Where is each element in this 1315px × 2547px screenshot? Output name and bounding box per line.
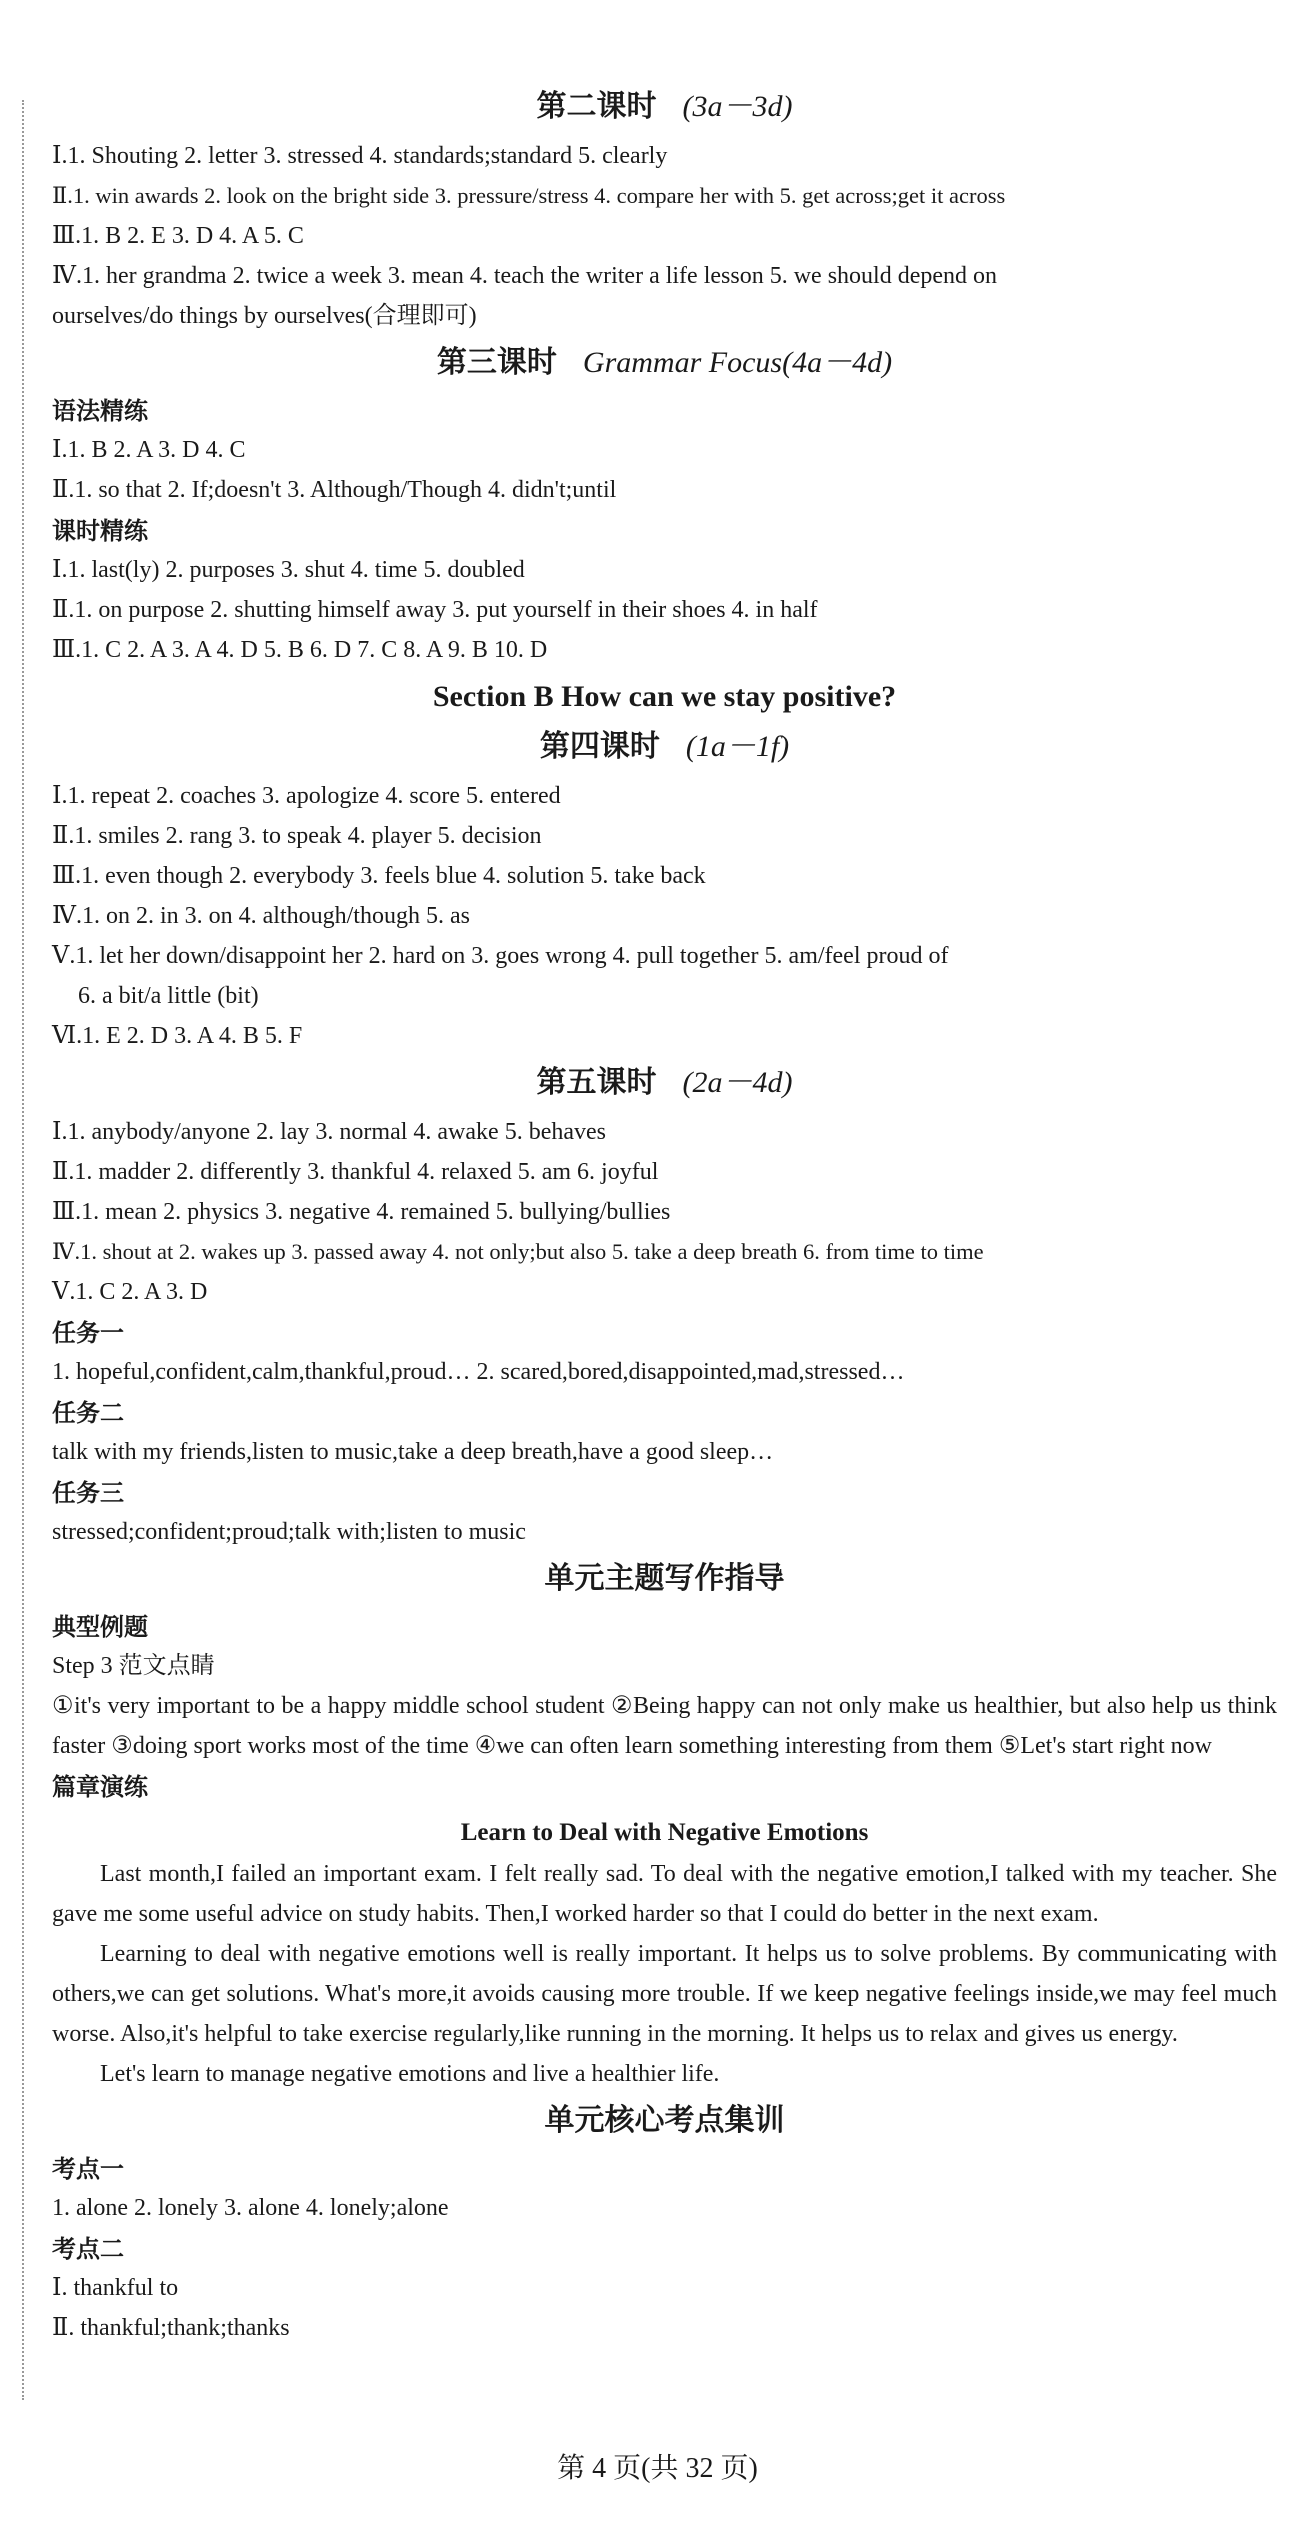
lesson5-heading xyxy=(52,1062,1277,1104)
writing-title: 单元主题写作指导 xyxy=(544,1562,785,1595)
lesson4-line-3: Ⅲ.1. even though 2. everybody 3. feels blue 4. solution 5. take back xyxy=(52,863,706,889)
lesson5-line-3: Ⅲ.1. mean 2. physics 3. negative 4. remained 5. bullying/bullies xyxy=(52,1199,671,1225)
writing-sub-example: 典型例题 xyxy=(52,1613,148,1641)
answer-content xyxy=(52,80,1277,2348)
lesson3-practice-line-2: Ⅱ.1. on purpose 2. shutting himself away 3. put yourself in their shoes 4. in half xyxy=(52,597,818,623)
lesson5-range: (2a－4d) xyxy=(682,1066,793,1099)
lesson4-line-6: 6. a bit/a little (bit) xyxy=(78,983,259,1009)
core-title: 单元核心考点集训 xyxy=(544,2104,785,2137)
lesson5-line-4: Ⅳ.1. shout at 2. wakes up 3. passed away 4. not only;but also 5. take a deep breath 6. from time to time xyxy=(52,1239,984,1264)
lesson3-grammar-line-2: Ⅱ.1. so that 2. If;doesn't 3. Although/Though 4. didn't;until xyxy=(52,477,617,503)
lesson5-title: 第五课时 xyxy=(536,1066,657,1099)
lesson2-title: 第二课时 xyxy=(536,90,657,123)
lesson3-heading xyxy=(52,342,1277,384)
writing-step-text: ①it's very important to be a happy middle school student ②Being happy can not only make us healthier, but also help us think faster ③doing sport works most of the time ④we can often learn something interesting from them ⑤Let's start right now xyxy=(52,1693,1277,1759)
lesson3-range: Grammar Focus(4a－4d) xyxy=(582,346,893,379)
lesson2-line-5: ourselves/do things by ourselves(合理即可) xyxy=(52,303,477,329)
lesson4-line-7: Ⅵ.1. E 2. D 3. A 4. B 5. F xyxy=(52,1023,303,1049)
lesson4-line-2: Ⅱ.1. smiles 2. rang 3. to speak 4. player 5. decision xyxy=(52,823,542,849)
lesson3-sub-grammar: 语法精练 xyxy=(52,397,148,425)
lesson5-line-5: Ⅴ.1. C 2. A 3. D xyxy=(52,1279,208,1305)
lesson5-task3-label: 任务三 xyxy=(52,1479,124,1507)
lesson4-line-5: Ⅴ.1. let her down/disappoint her 2. hard on 3. goes wrong 4. pull together 5. am/feel proud of xyxy=(52,943,949,969)
writing-heading xyxy=(52,1558,1277,1600)
binding-margin-line xyxy=(22,100,24,2400)
writing-step-label: Step 3 范文点睛 xyxy=(52,1653,215,1679)
lesson5-task1-label: 任务一 xyxy=(52,1319,124,1347)
lesson2-range: (3a－3d) xyxy=(682,90,793,123)
core-point2-line-2: Ⅱ. thankful;thank;thanks xyxy=(52,2315,290,2341)
core-heading xyxy=(52,2100,1277,2142)
page-number-footer: 第 4 页(共 32 页) xyxy=(557,2453,758,2484)
writing-sub-practice: 篇章演练 xyxy=(52,1773,148,1801)
section-b-title: Section B How can we stay positive? xyxy=(432,680,897,713)
section-b-heading xyxy=(52,676,1277,718)
lesson5-line-1: Ⅰ.1. anybody/anyone 2. lay 3. normal 4. awake 5. behaves xyxy=(52,1119,606,1145)
core-point1-label: 考点一 xyxy=(52,2155,124,2183)
lesson3-practice-line-1: Ⅰ.1. last(ly) 2. purposes 3. shut 4. time 5. doubled xyxy=(52,557,525,583)
lesson3-practice-line-3: Ⅲ.1. C 2. A 3. A 4. D 5. B 6. D 7. C 8. A 9. B 10. D xyxy=(52,637,548,663)
lesson4-range: (1a－1f) xyxy=(685,730,790,763)
lesson4-line-4: Ⅳ.1. on 2. in 3. on 4. although/though 5. as xyxy=(52,903,470,929)
lesson3-title: 第三课时 xyxy=(436,346,557,379)
lesson2-line-4: Ⅳ.1. her grandma 2. twice a week 3. mean 4. teach the writer a life lesson 5. we should depend on xyxy=(52,263,997,289)
essay-paragraph-1: Last month,I failed an important exam. I felt really sad. To deal with the negative emotion,I talked with my teacher. She gave me some useful advice on study habits. Then,I worked harder so that I could do better in the next exam. xyxy=(52,1861,1277,1927)
lesson2-heading xyxy=(52,86,1277,128)
essay-title: Learn to Deal with Negative Emotions xyxy=(460,1819,869,1846)
lesson3-sub-practice: 课时精练 xyxy=(52,517,148,545)
lesson4-line-1: Ⅰ.1. repeat 2. coaches 3. apologize 4. score 5. entered xyxy=(52,783,561,809)
lesson2-line-2: Ⅱ.1. win awards 2. look on the bright side 3. pressure/stress 4. compare her with 5. get across;get it across xyxy=(52,183,1006,208)
essay-paragraph-2: Learning to deal with negative emotions well is really important. It helps us to solve problems. By communicating with others,we can get solutions. What's more,it avoids causing more trouble. If we keep negative feelings inside,we may feel much worse. Also,it's helpful to take exercise regularly,like running in the morning. It helps us to relax and gives us energy. xyxy=(52,1941,1277,2047)
lesson2-line-1: Ⅰ.1. Shouting 2. letter 3. stressed 4. standards;standard 5. clearly xyxy=(52,143,668,169)
lesson5-task1-line: 1. hopeful,confident,calm,thankful,proud… 2. scared,bored,disappointed,mad,stressed… xyxy=(52,1359,905,1385)
essay-paragraph-3: Let's learn to manage negative emotions and live a healthier life. xyxy=(100,2061,720,2087)
lesson5-line-2: Ⅱ.1. madder 2. differently 3. thankful 4. relaxed 5. am 6. joyful xyxy=(52,1159,659,1185)
core-point2-label: 考点二 xyxy=(52,2235,124,2263)
lesson5-task3-line: stressed;confident;proud;talk with;listen to music xyxy=(52,1519,526,1545)
core-point2-line-1: Ⅰ. thankful to xyxy=(52,2275,179,2301)
core-point1-line: 1. alone 2. lonely 3. alone 4. lonely;alone xyxy=(52,2195,449,2221)
lesson3-grammar-line-1: Ⅰ.1. B 2. A 3. D 4. C xyxy=(52,437,246,463)
lesson4-heading xyxy=(52,726,1277,768)
lesson4-title: 第四课时 xyxy=(539,730,660,763)
lesson5-task2-label: 任务二 xyxy=(52,1399,124,1427)
lesson2-line-3: Ⅲ.1. B 2. E 3. D 4. A 5. C xyxy=(52,223,304,249)
lesson5-task2-line: talk with my friends,listen to music,take a deep breath,have a good sleep… xyxy=(52,1439,774,1465)
